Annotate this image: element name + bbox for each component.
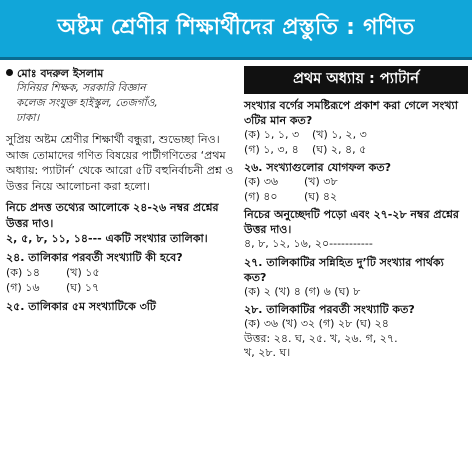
option: (ঘ) ৪২ [304, 189, 338, 203]
option: (ঘ) ২, ৪, ৫ [312, 142, 367, 156]
option: (গ) ১৬ [6, 281, 40, 294]
answer-line: খ, ২৮. ঘ। [244, 346, 291, 359]
number-sequence-2: ৪, ৮, ১২, ১৬, ২০----------- [244, 237, 373, 250]
left-column [6, 66, 238, 314]
bullet-icon [6, 69, 13, 76]
question-24: ২৪. তালিকার পরবর্তী সংখ্যাটি কী হবে? [6, 251, 183, 264]
option: (খ) ৩৮ [304, 175, 338, 188]
intro-paragraph: সুপ্রিয় অষ্টম শ্রেণীর শিক্ষার্থী বন্ধুরা, শুভেচ্ছা নিও। আজ তোমাদের গণিত বিষয়ের পাটীগণিতের ‘প্রথম অধ্যায়: প্যাটার্ন’ থেকে আরো ৫টি বহুনির্বাচনী প্রশ্ন ও উত্তর নিয়ে আলোচনা করা হলো। [6, 133, 234, 193]
author-bio [16, 81, 238, 126]
question-27: ২৭. তালিকাটির সন্নিহিত দু’টি সংখ্যার পার্থক্য কত? [244, 255, 444, 284]
question-27-options: (ক) ২ (খ) ৪ (গ) ৬ (ঘ) ৮ [244, 284, 361, 298]
instruction-27-28: নিচের অনুচ্ছেদটি পড়ো এবং ২৭-২৮ নম্বর প্রশ্নের উত্তর দাও। [244, 208, 459, 236]
page-title: অষ্টম শ্রেণীর শিক্ষার্থীদের প্রস্তুতি : গণিত [57, 15, 415, 40]
question-25-continued: সংখ্যার বর্গের সমষ্টিরূপে প্রকাশ করা গেলে সংখ্যা ৩টির মান কত? [244, 99, 458, 127]
option: (ঘ) ১৭ [66, 281, 100, 294]
question-24-options [6, 265, 238, 295]
option: (খ) ১, ২, ৩ [312, 128, 367, 141]
author-name: মোঃ বদরুল ইসলাম [17, 67, 104, 80]
option: (গ) ১, ৩, ৪ [244, 142, 299, 156]
question-28-options: (ক) ৩৬ (খ) ৩২ (গ) ২৮ (ঘ) ২৪ [244, 317, 389, 330]
chapter-label: প্রথম অধ্যায় : প্যাটার্ন [293, 71, 419, 87]
option: (ক) ১৪ [6, 266, 41, 279]
number-sequence: ২, ৫, ৮, ১১, ১৪--- একটি সংখ্যার তালিকা। [6, 232, 208, 245]
option: (খ) ১৫ [66, 266, 100, 279]
chapter-banner [244, 66, 468, 94]
author-bio-line: সিনিয়র শিক্ষক, সরকারি বিজ্ঞান [16, 82, 146, 94]
question-28: ২৮. তালিকাটির পরবর্তী সংখ্যাটি কত? [244, 303, 415, 316]
author-name-row [6, 66, 238, 81]
question-26-options [244, 175, 468, 204]
option: (গ) ৪০ [244, 189, 278, 203]
question-25-start: ২৫. তালিকার ৫ম সংখ্যাটিকে ৩টি [6, 300, 156, 313]
question-26: ২৬. সংখ্যাগুলোর যোগফল কত? [244, 161, 391, 174]
right-column [244, 66, 468, 361]
author-bio-line: ঢাকা। [16, 112, 40, 124]
option: (ক) ৩৬ [244, 175, 279, 188]
instruction-24-26: নিচে প্রদত্ত তথ্যের আলোকে ২৪-২৬ নম্বর প্রশ্নের উত্তর দাও। [6, 201, 219, 230]
page-header [0, 0, 472, 60]
answer-key [244, 332, 468, 361]
question-25-options [244, 128, 468, 157]
author-bio-line: কলেজ সংযুক্ত হাইস্কুল, তেজগাঁও, [16, 97, 158, 109]
answer-line: উত্তর: ২৪. ঘ, ২৫. খ, ২৬. গ, ২৭. [244, 331, 398, 345]
option: (ক) ১, ১, ৩ [244, 128, 300, 141]
